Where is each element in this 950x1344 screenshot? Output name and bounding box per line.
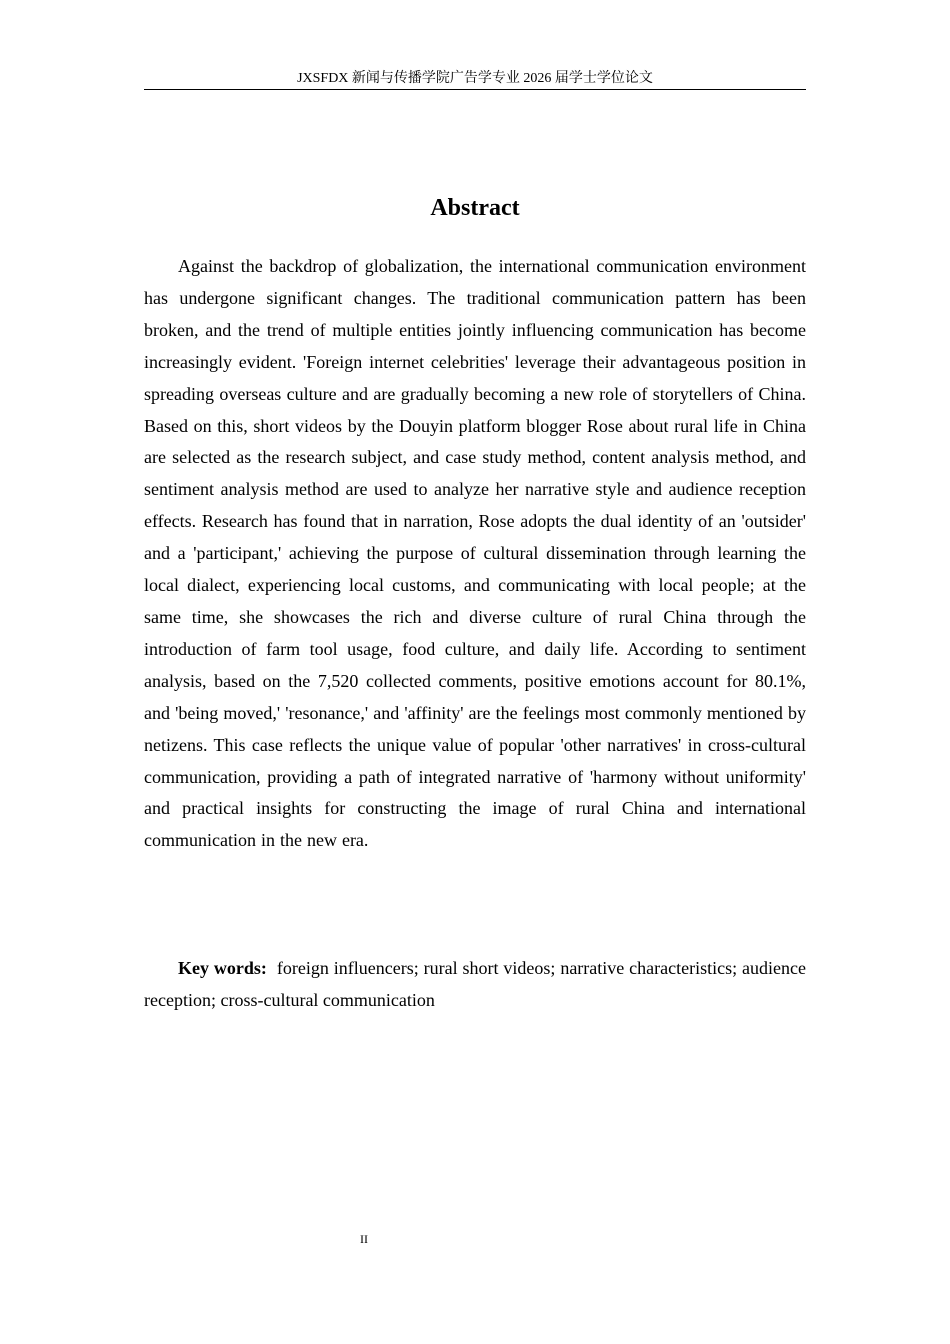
abstract-title: Abstract: [430, 195, 520, 221]
keywords-label: Key words:: [178, 958, 267, 978]
keywords-paragraph: [144, 953, 806, 1017]
page-number: II: [360, 1232, 368, 1246]
running-header: JXSFDX 新闻与传播学院广告学专业 2026 届学士学位论文: [144, 70, 806, 90]
abstract-body: Against the backdrop of globalization, the international communication environment has undergone significant changes. The traditional communication pattern has been broken, and the trend of multiple entities jointly influencing communication has become increasingly evident. 'Foreign internet celebrities' leverage their advantageous position in spreading overseas culture and are gradually becoming a new role of storytellers of China. Based on this, short videos by the Douyin platform blogger Rose about rural life in China are selected as the research subject, and case study method, content analysis method, and sentiment analysis method are used to analyze her narrative style and audience reception effects. Research has found that in narration, Rose adopts the dual identity of an 'outsider' and a 'participant,' achieving the purpose of cultural dissemination through learning the local dialect, experiencing local customs, and communicating with local people; at the same time, she showcases the rich and diverse culture of rural China through the introduction of farm tool usage, food culture, and daily life. According to sentiment analysis, based on the 7,520 collected comments, positive emotions account for 80.1%, and 'being moved,' 'resonance,' and 'affinity' are the feelings most commonly mentioned by netizens. This case reflects the unique value of popular 'other narratives' in cross-cultural communication, providing a path of integrated narrative of 'harmony without uniformity' and practical insights for constructing the image of rural China and international communication in the new era.: [144, 256, 806, 851]
keywords-text: foreign influencers; rural short videos; narrative characteristics; audience reception; cross-cultural communication: [144, 958, 806, 1010]
